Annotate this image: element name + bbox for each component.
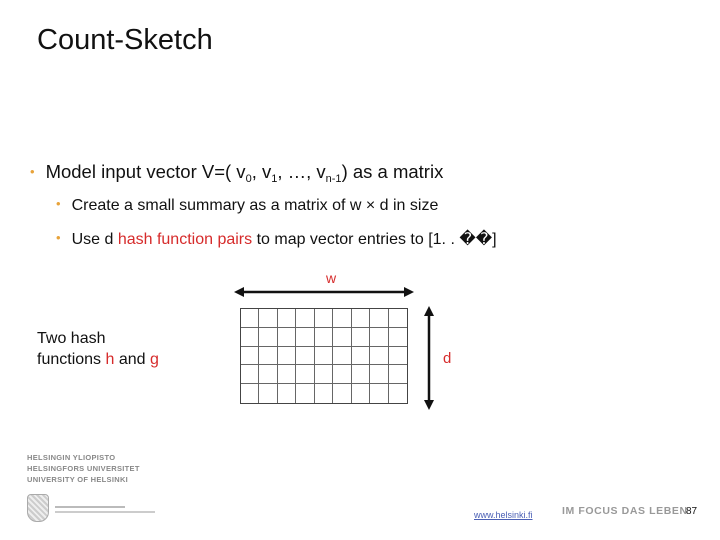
- matrix-cell: [352, 365, 370, 384]
- h-function: h: [105, 351, 115, 368]
- partner-logo: [55, 506, 155, 513]
- matrix-cell: [352, 328, 370, 347]
- matrix-cell: [370, 347, 388, 366]
- hash-functions-note: Two hash functions h and g: [37, 330, 159, 368]
- matrix-cell: [370, 365, 388, 384]
- matrix-cell: [259, 384, 277, 403]
- matrix-cell: [278, 347, 296, 366]
- matrix-cell: [333, 328, 351, 347]
- page-number: 87: [686, 506, 698, 517]
- bullet-hash-pairs: • Use d hash function pairs to map vector entries to [1. . ��]: [56, 230, 497, 248]
- matrix-cell: [241, 309, 259, 328]
- matrix-cell: [389, 347, 407, 366]
- matrix-cell: [278, 328, 296, 347]
- matrix-cell: [352, 309, 370, 328]
- matrix-cell: [259, 309, 277, 328]
- website-link[interactable]: www.helsinki.fi: [474, 510, 533, 520]
- matrix-cell: [315, 365, 333, 384]
- matrix-cell: [278, 384, 296, 403]
- matrix-cell: [370, 328, 388, 347]
- g-function: g: [149, 351, 159, 368]
- matrix-cell: [296, 347, 314, 366]
- matrix-cell: [315, 347, 333, 366]
- bullet-model-input: • Model input vector V=( $v_0$, $v_1$, …, $v_{n-1}$) as a matrix: [30, 161, 444, 185]
- matrix-cell: [389, 309, 407, 328]
- matrix-cell: [352, 384, 370, 403]
- matrix-cell: [241, 384, 259, 403]
- matrix-cell: [389, 328, 407, 347]
- matrix-cell: [315, 384, 333, 403]
- matrix-cell: [259, 347, 277, 366]
- matrix-cell: [370, 384, 388, 403]
- matrix-cell: [333, 309, 351, 328]
- matrix-cell: [352, 347, 370, 366]
- matrix-cell: [241, 347, 259, 366]
- matrix-cell: [315, 328, 333, 347]
- matrix-cell: [333, 384, 351, 403]
- matrix-cell: [278, 309, 296, 328]
- matrix-cell: [241, 365, 259, 384]
- university-logo-text: HELSINGIN YLIOPISTO HELSINGFORS UNIVERSITET UNIVERSITY OF HELSINKI: [27, 453, 140, 484]
- slide-title: Count-Sketch: [37, 24, 213, 56]
- matrix-cell: [389, 365, 407, 384]
- d-arrow: [421, 306, 437, 410]
- sketch-matrix: [240, 308, 408, 404]
- bullet-dot: •: [30, 164, 35, 179]
- matrix-cell: [333, 347, 351, 366]
- matrix-cell: [370, 309, 388, 328]
- matrix-cell: [259, 328, 277, 347]
- d-label: d: [443, 350, 452, 367]
- w-label: w: [326, 270, 337, 286]
- bullet-dot: •: [56, 230, 61, 245]
- bullet-dot: •: [56, 196, 61, 211]
- bullet-summary-matrix: • Create a small summary as a matrix of w × d in size: [56, 196, 439, 214]
- matrix-cell: [259, 365, 277, 384]
- university-seal-icon: [27, 494, 49, 522]
- matrix-cell: [389, 384, 407, 403]
- footer-slogan: IM FOCUS DAS LEBEN: [562, 505, 688, 517]
- matrix-cell: [296, 309, 314, 328]
- hash-pairs-highlight: hash function pairs: [117, 231, 253, 248]
- matrix-cell: [296, 328, 314, 347]
- matrix-cell: [241, 328, 259, 347]
- w-arrow: [234, 284, 414, 300]
- matrix-cell: [278, 365, 296, 384]
- matrix-cell: [315, 309, 333, 328]
- matrix-cell: [333, 365, 351, 384]
- matrix-cell: [296, 365, 314, 384]
- matrix-cell: [296, 384, 314, 403]
